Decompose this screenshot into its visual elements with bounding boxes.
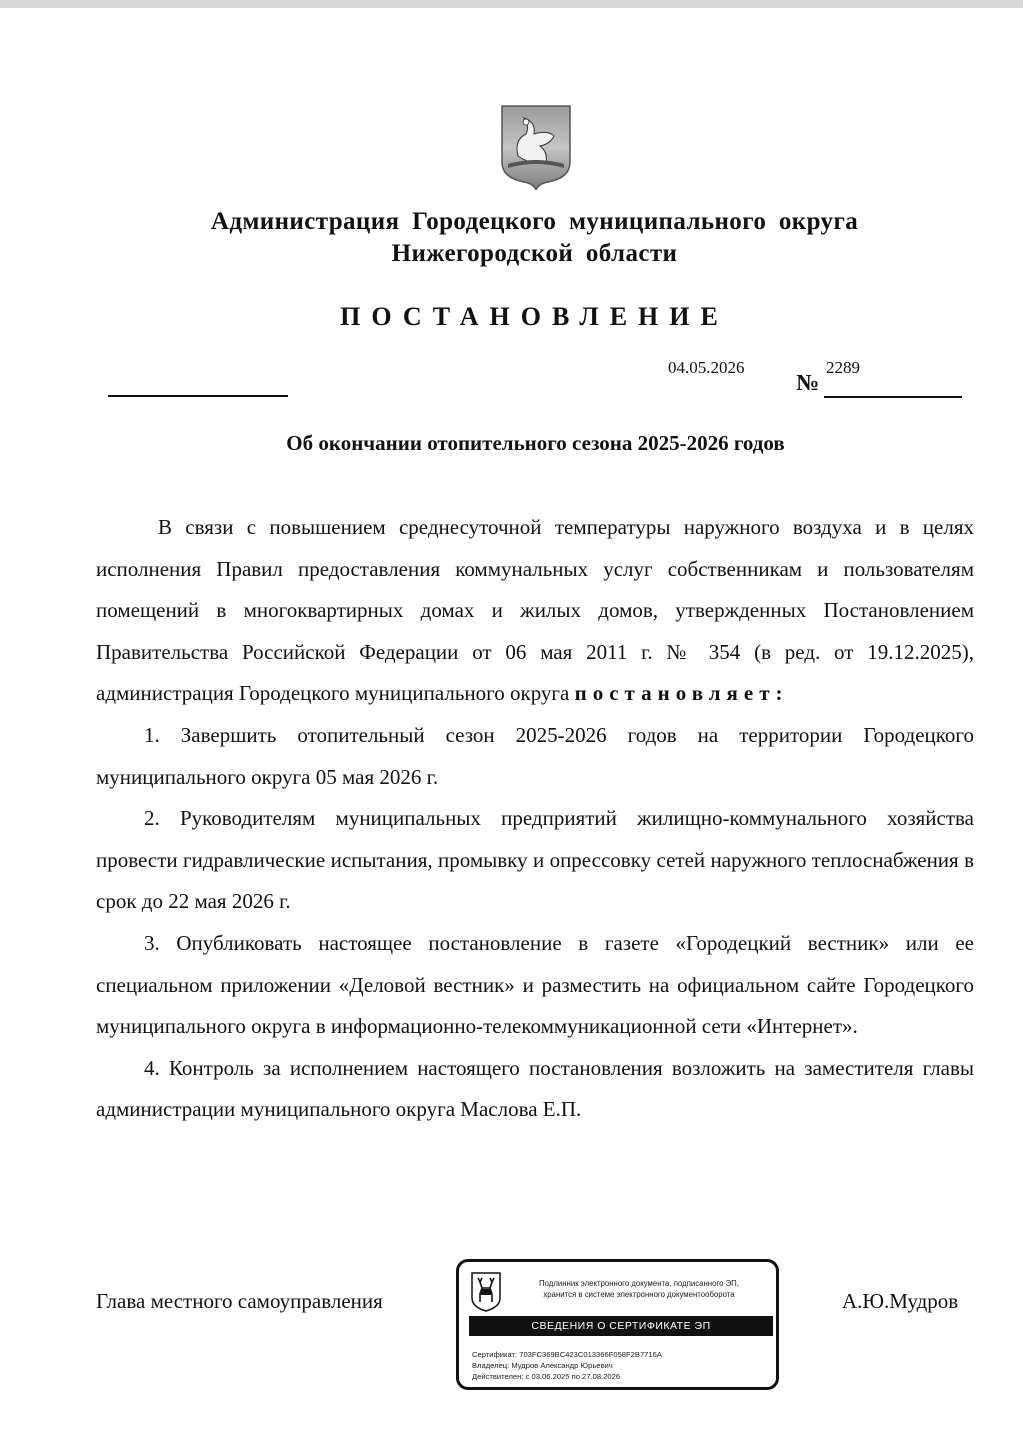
- preamble-paragraph: [96, 507, 974, 715]
- coat-of-arms-icon: [500, 104, 572, 190]
- signatory-position: Глава местного самоуправления: [96, 1289, 383, 1313]
- document-date: 04.05.2026: [668, 358, 745, 377]
- list-item: 3. Опубликовать настоящее постановление в газете «Городецкий вестник» или ее специальном приложении «Деловой вестник» и разместить на официальном сайте Городецкого муниципального округа в информационно-телекоммуникационной сети «Интернет».: [96, 930, 974, 1039]
- list-item: 1. Завершить отопительный сезон 2025-2026 годов на территории Городецкого муниципального округа 05 мая 2026 г.: [96, 722, 974, 789]
- document-type: ПОСТАНОВЛЕНИЕ: [340, 302, 729, 331]
- document-number: 2289: [826, 358, 860, 377]
- organization-line-2: Нижегородской области: [391, 240, 678, 267]
- stamp-validity: Действителен: с 03.06.2025 по 27.08.2026: [472, 1372, 621, 1381]
- document-subject: Об окончании отопительного сезона 2025-2026 годов: [286, 431, 785, 455]
- stamp-caption-line-2: хранится в системе электронного документооборота: [543, 1290, 735, 1299]
- stamp-owner: Владелец: Мудров Александр Юрьевич: [472, 1361, 613, 1370]
- number-underline: [824, 396, 962, 398]
- organization-line-1: Администрация Городецкого муниципального округа: [210, 208, 859, 235]
- list-item: 4. Контроль за исполнением настоящего постановления возложить на заместителя главы администрации муниципального округа Маслова Е.П.: [96, 1055, 974, 1122]
- electronic-signature-stamp: [456, 1259, 779, 1390]
- date-underline: [108, 395, 288, 397]
- stamp-caption-line-1: Подлинник электронного документа, подписанного ЭП,: [539, 1279, 739, 1288]
- stamp-certificate-heading: СВЕДЕНИЯ О СЕРТИФИКАТЕ ЭП: [469, 1316, 773, 1336]
- top-bar: [0, 0, 1023, 8]
- signatory-name: А.Ю.Мудров: [842, 1289, 959, 1313]
- stamp-certificate: Сертификат: 703FC369BC423C013366F058F2B7716A: [472, 1350, 662, 1359]
- document-body: [96, 507, 974, 1131]
- deer-emblem-icon: [471, 1272, 501, 1312]
- resolves-word: постановляет:: [574, 681, 789, 706]
- preamble-text: В связи с повышением среднесуточной температуры наружного воздуха и в целях исполнения Правил предоставления коммунальных услуг собственникам и пользователям помещений в многоквартирных домах и жилых домов, утвержденных Постановлением Правительства Российской Федерации от 06 мая 2011 г. № 354 (в ред. от 19.12.2025), администрация Городецкого муниципального округа: [96, 515, 974, 706]
- list-item: 2. Руководителям муниципальных предприятий жилищно-коммунального хозяйства провести гидравлические испытания, промывку и опрессовку сетей наружного теплоснабжения в срок до 22 мая 2026 г.: [96, 806, 974, 914]
- number-sign: №: [796, 370, 820, 395]
